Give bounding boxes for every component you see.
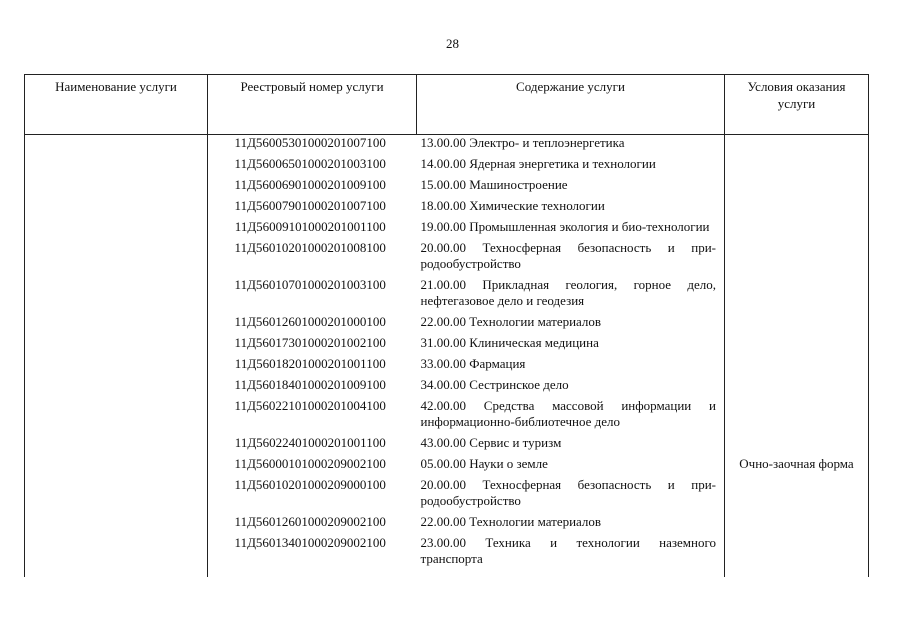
registry-number-cell: 11Д56009101000201001100 [234,219,386,234]
condition-cell [725,377,869,398]
table-row [25,377,869,398]
condition-cell [725,398,869,435]
header-name: Наименование услуги [25,75,208,135]
service-content-cell: 18.00.00 Химические технологии [420,198,605,213]
table-row [25,177,869,198]
registry-number-cell: 11Д56006501000201003100 [234,156,386,171]
service-name-cell [25,135,208,157]
header-content: Содержание услуги [417,75,725,135]
condition-cell [725,477,869,514]
condition-cell [725,135,869,157]
condition-cell [725,514,869,535]
service-name-cell [25,456,208,477]
table-row [25,456,869,477]
service-content-cell: 31.00.00 Клиническая медицина [420,335,599,350]
condition-cell [725,156,869,177]
service-content-cell: 19.00.00 Промышленная экология и био-технологии [420,219,710,234]
service-content-cell: 34.00.00 Сестринское дело [420,377,569,392]
service-name-cell [25,398,208,435]
service-name-cell [25,435,208,456]
table-row [25,156,869,177]
condition-cell [725,335,869,356]
service-name-cell [25,335,208,356]
table-row [25,135,869,157]
service-content-cell: 14.00.00 Ядерная энергетика и технологии [420,156,656,171]
registry-number-cell: 11Д56018201000201001100 [234,356,386,371]
service-content-cell: 05.00.00 Науки о земле [420,456,548,471]
service-content-cell: 15.00.00 Машиностроение [420,177,568,192]
service-name-cell [25,477,208,514]
header-conditions: Условия оказания услуги [725,75,869,135]
condition-cell [725,240,869,277]
registry-number-cell: 11Д56005301000201007100 [234,135,386,150]
condition-cell [725,177,869,198]
service-content-cell: 20.00.00 Техносферная безопасность и при-родообустройство [420,240,716,271]
service-content-cell: 43.00.00 Сервис и туризм [420,435,562,450]
registry-number-cell: 11Д56010201000209000100 [234,477,386,492]
registry-number-cell: 11Д56012601000201000100 [234,314,386,329]
registry-number-cell: 11Д56007901000201007100 [234,198,386,213]
registry-number-cell: 11Д56017301000201002100 [234,335,386,350]
service-content-cell: 21.00.00 Прикладная геология, горное дело, нефтегазовое дело и геодезия [420,277,716,308]
table-row [25,219,869,240]
condition-cell [725,219,869,240]
header-registry: Реестровый номер услуги [208,75,417,135]
service-name-cell [25,177,208,198]
table-row [25,477,869,514]
table-row [25,356,869,377]
table-row [25,335,869,356]
registry-number-cell: 11Д56012601000209002100 [234,514,386,529]
condition-cell [725,314,869,335]
table-row [25,435,869,456]
service-name-cell [25,198,208,219]
service-name-cell [25,535,208,577]
table-header-row [25,75,869,135]
registry-number-cell: 11Д56010201000201008100 [234,240,386,255]
service-content-cell: 13.00.00 Электро- и теплоэнергетика [420,135,625,150]
table-row [25,535,869,577]
service-content-cell: 22.00.00 Технологии материалов [420,314,602,329]
page-number: 28 [446,36,459,51]
condition-cell [725,356,869,377]
table-row [25,240,869,277]
services-table [24,74,869,577]
registry-number-cell: 11Д56010701000201003100 [234,277,386,292]
service-name-cell [25,240,208,277]
service-name-cell [25,219,208,240]
table-row [25,277,869,314]
registry-number-cell: 11Д56022401000201001100 [234,435,386,450]
service-content-cell: 20.00.00 Техносферная безопасность и при-родообустройство [420,477,716,508]
service-content-cell: 33.00.00 Фармация [420,356,526,371]
service-name-cell [25,377,208,398]
condition-cell [725,277,869,314]
service-content-cell: 22.00.00 Технологии материалов [420,514,602,529]
service-content-cell: 42.00.00 Средства массовой информации и информационно-библиотечное дело [420,398,716,429]
registry-number-cell: 11Д56013401000209002100 [234,535,386,550]
service-name-cell [25,356,208,377]
table-row [25,314,869,335]
condition-cell [725,435,869,456]
table-row [25,514,869,535]
table-row [25,398,869,435]
registry-number-cell: 11Д56018401000201009100 [234,377,386,392]
service-content-cell: 23.00.00 Техника и технологии наземного транспорта [420,535,716,566]
service-name-cell [25,156,208,177]
registry-number-cell: 11Д56006901000201009100 [234,177,386,192]
condition-cell [725,535,869,577]
table-body [25,135,869,578]
service-name-cell [25,277,208,314]
registry-number-cell: 11Д56022101000201004100 [234,398,386,413]
service-name-cell [25,314,208,335]
table-row [25,198,869,219]
service-name-cell [25,514,208,535]
registry-number-cell: 11Д56000101000209002100 [234,456,386,471]
condition-cell [725,198,869,219]
condition-cell: Очно-заочная форма [725,456,869,477]
